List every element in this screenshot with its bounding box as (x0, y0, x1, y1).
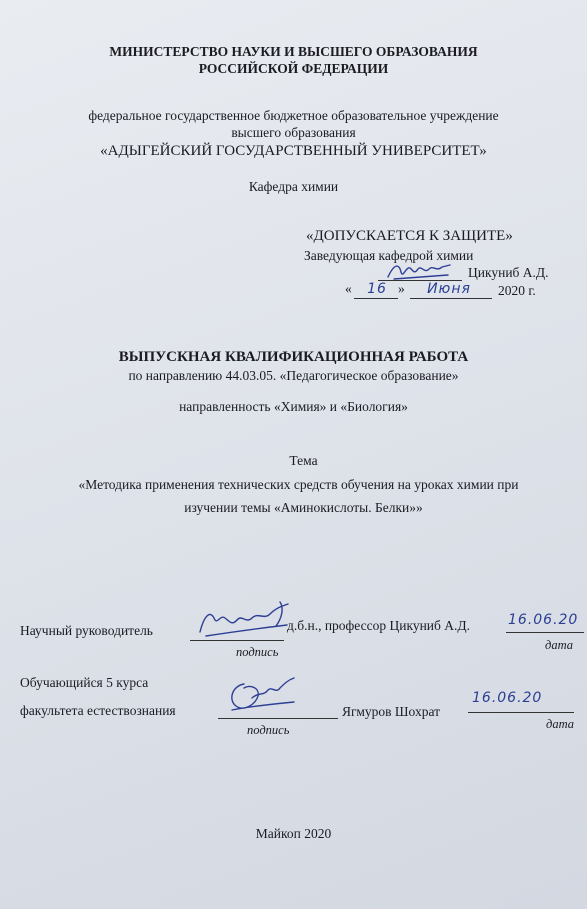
supervisor-signature-caption: подпись (236, 645, 279, 659)
approval-head-label: Заведующая кафедрой химии (304, 248, 474, 263)
approval-title: «ДОПУСКАЕТСЯ К ЗАЩИТЕ» (306, 228, 513, 244)
approval-month-line (410, 298, 492, 299)
city-year: Майкоп 2020 (255, 826, 332, 841)
topic-label: Тема (289, 453, 318, 468)
ministry-line-1: МИНИСТЕРСТВО НАУКИ И ВЫСШЕГО ОБРАЗОВАНИЯ (109, 44, 478, 59)
student-date-caption: дата (546, 717, 575, 731)
approval-head-name: Цикуниб А.Д. (468, 265, 549, 280)
supervisor-signature-line (190, 640, 284, 641)
student-signature-line (218, 718, 338, 719)
supervisor-signature (192, 598, 292, 642)
university-name: «АДЫГЕЙСКИЙ ГОСУДАРСТВЕННЫЙ УНИВЕРСИТЕТ» (100, 143, 487, 159)
supervisor-credentials: д.б.н., профессор Цикуниб А.Д. (287, 618, 470, 633)
supervisor-date-caption: дата (545, 638, 574, 652)
institution-line-1: федеральное государственное бюджетное образовательное учреждение (88, 108, 499, 123)
work-title: ВЫПУСКНАЯ КВАЛИФИКАЦИОННАЯ РАБОТА (118, 349, 469, 365)
approval-month: Июня (427, 281, 471, 297)
approval-quote-open: « (345, 281, 352, 296)
supervisor-date-line (506, 632, 584, 633)
topic-line-1: «Методика применения технических средств обучения на уроках химии при (78, 477, 519, 492)
student-signature-caption: подпись (247, 723, 290, 737)
topic-line-2: изучении темы «Аминокислоты. Белки»» (184, 500, 423, 515)
supervisor-label: Научный руководитель (20, 623, 153, 638)
work-direction: по направлению 44.03.05. «Педагогическое образование» (128, 368, 459, 383)
student-date-line (468, 712, 574, 713)
approval-day: 16 (367, 281, 387, 297)
work-profile: направленность «Химия» и «Биология» (179, 399, 408, 414)
supervisor-date: 16.06.20 (508, 612, 579, 628)
approval-quote-close: » (398, 281, 405, 296)
student-faculty: факультета естествознания (20, 703, 176, 718)
approval-day-line (354, 298, 398, 299)
institution-line-2: высшего образования (231, 125, 356, 140)
department: Кафедра химии (248, 179, 339, 194)
student-date: 16.06.20 (472, 690, 543, 706)
student-name: Ягмуров Шохрат (342, 704, 440, 719)
ministry-line-2: РОССИЙСКОЙ ФЕДЕРАЦИИ (198, 61, 389, 76)
student-course: Обучающийся 5 курса (20, 675, 149, 690)
approval-year: 2020 г. (498, 283, 536, 298)
student-signature (222, 674, 298, 718)
